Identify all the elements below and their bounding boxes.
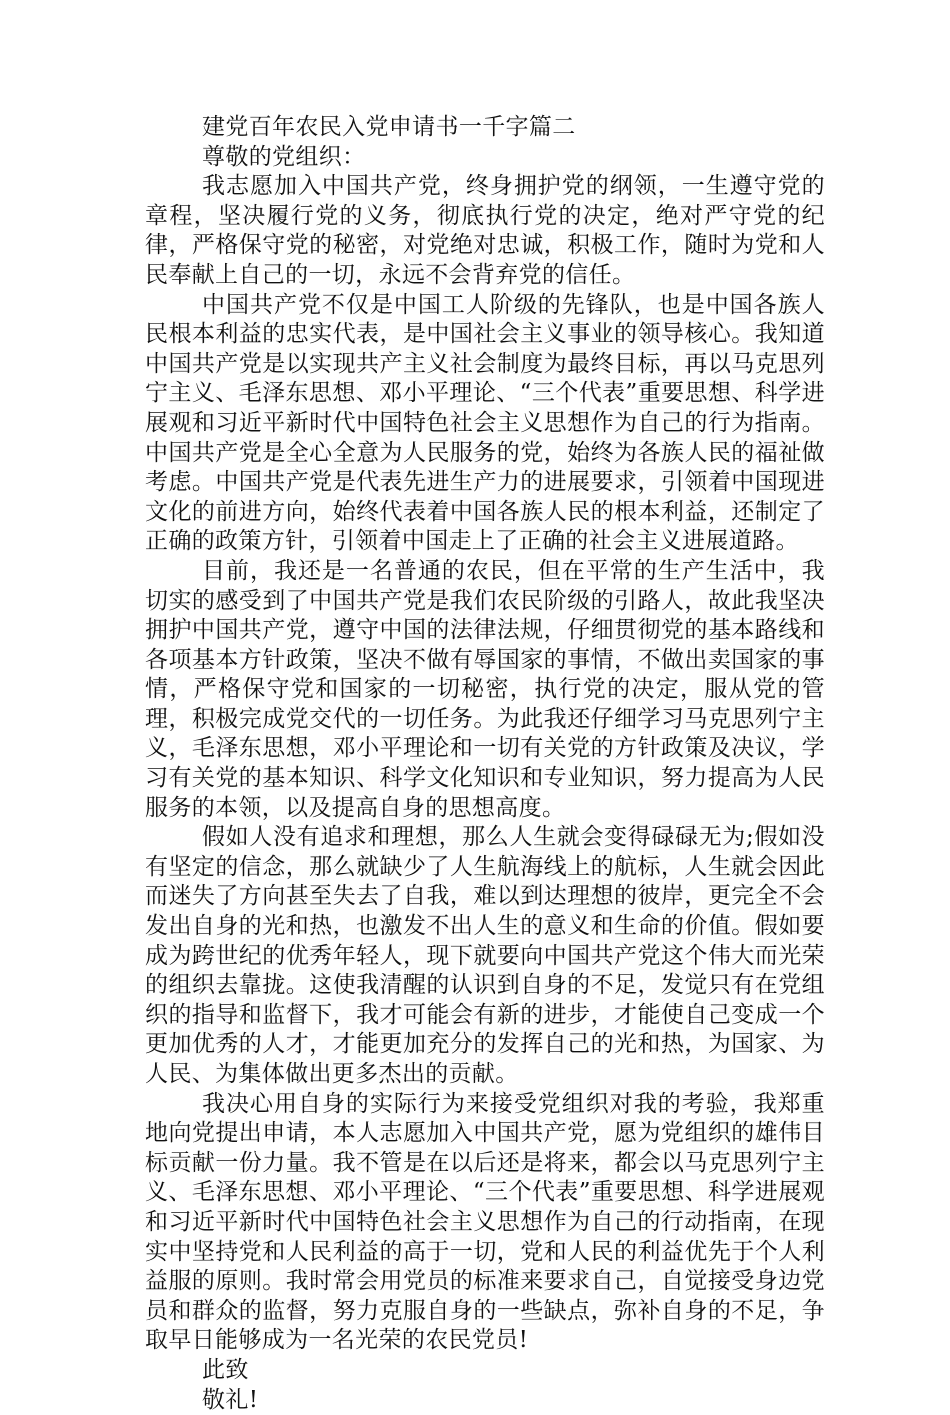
paragraph-3: 目前，我还是一名普通的农民，但在平常的生产生活中，我切实的感受到了中国共产党是我们农民阶级的引路人，故此我坚决拥护中国共产党，遵守中国的法律法规，仔细贯彻党的基本路线和各项基本方针政策，坚决不做有辱国家的事情，不做出卖国家的事情，严格保守党和国家的一切秘密，执行党的决定，服从党的管理，积极完成党交代的一切任务。为此我还仔细学习马克思列宁主义，毛泽东思想，邓小平理论和一切有关党的方针政策及决议，学习有关党的基本知识、科学文化知识和专业知识，努力提高为人民服务的本领，以及提高自身的思想高度。 bbox=[145, 557, 825, 821]
document-title: 建党百年农民入党申请书一千字篇二 bbox=[202, 114, 576, 140]
paragraph-4: 假如人没有追求和理想，那么人生就会变得碌碌无为;假如没有坚定的信念，那么就缺少了人生航海线上的航标，人生就会因此而迷失了方向甚至失去了自我，难以到达理想的彼岸，更完全不会发出自身的光和热，也激发不出人生的意义和生命的价值。假如要成为跨世纪的优秀年轻人，现下就要向中国共产党这个伟大而光荣的组织去靠拢。这使我清醒的认识到自身的不足，发觉只有在党组织的指导和监督下，我才可能会有新的进步，才能使自己变成一个更加优秀的人才，才能更加充分的发挥自己的光和热，为国家、为人民、为集体做出更多杰出的贡献。 bbox=[145, 824, 825, 1087]
closing-regards: 此致 bbox=[202, 1356, 249, 1383]
salutation: 尊敬的党组织： bbox=[202, 143, 366, 170]
paragraph-5: 我决心用自身的实际行为来接受党组织对我的考验，我郑重地向党提出申请，本人志愿加入中国共产党，愿为党组织的雄伟目标贡献一份力量。我不管是在以后还是将来，都会以马克思列宁主义、毛泽东思想、邓小平理论、“三个代表”重要思想、科学进展观和习近平新时代中国特色社会主义思想作为自己的行动指南，在现实中坚持党和人民利益的高于一切，党和人民的利益优先于个人利益服的原则。我时常会用党员的标准来要求自己，自觉接受身边党员和群众的监督，努力克服自身的一些缺点，弥补自身的不足，争取早日能够成为一名光荣的农民党员! bbox=[145, 1090, 825, 1354]
closing-salute: 敬礼! bbox=[202, 1386, 259, 1413]
paragraph-1: 我志愿加入中国共产党，终身拥护党的纲领，一生遵守党的章程，坚决履行党的义务，彻底执行党的决定，绝对严守党的纪律，严格保守党的秘密，对党绝对忠诚，积极工作，随时为党和人民奉献上自己的一切，永远不会背弃党的信任。 bbox=[145, 173, 825, 288]
document-body bbox=[145, 113, 825, 1415]
paragraph-2: 中国共产党不仅是中国工人阶级的先锋队，也是中国各族人民根本利益的忠实代表，是中国社会主义事业的领导核心。我知道中国共产党是以实现共产主义社会制度为最终目标，再以马克思列宁主义、毛泽东思想、邓小平理论、“三个代表”重要思想、科学进展观和习近平新时代中国特色社会主义思想作为自己的行为指南。中国共产党是全心全意为人民服务的党，始终为各族人民的福祉做考虑。中国共产党是代表先进生产力的进展要求，引领着中国现进文化的前进方向，始终代表着中国各族人民的根本利益，还制定了正确的政策方针，引领着中国走上了正确的社会主义进展道路。 bbox=[145, 291, 825, 555]
